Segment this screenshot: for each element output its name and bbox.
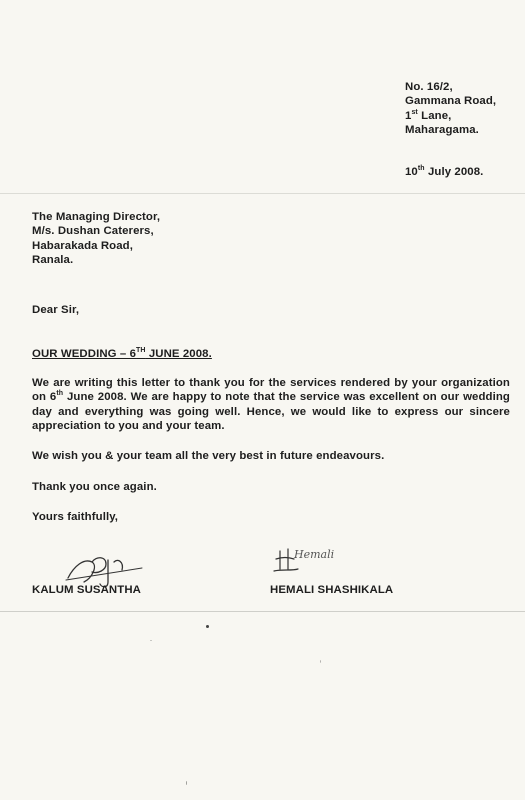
address-line: No. 16/2,: [405, 81, 453, 93]
paper-fold-line: [0, 611, 525, 612]
paper-speck: [186, 781, 187, 785]
recipient-address: [32, 210, 160, 268]
letter-date: 10th July 2008.: [405, 165, 484, 178]
recipient-line: Habarakada Road,: [32, 239, 133, 252]
paper-speck: [150, 640, 152, 641]
body-paragraph-2: We wish you & your team all the very best in future endeavours.: [32, 450, 385, 462]
paper-speck: [320, 660, 321, 663]
body-paragraph-1: We are writing this letter to thank you for the services rendered by your organization on 6th June 2008. We are happy to note that the service was excellent on our wedding day and everything was going well. Hence, we would like to express our sincere appreciation to you and your team.: [32, 377, 510, 433]
signatory-name-2: HEMALI SHASHIKALA: [270, 584, 394, 596]
paper-speck: [206, 625, 209, 628]
address-line: Maharagama.: [405, 124, 479, 137]
paper-fold-line: [0, 193, 525, 194]
signatory-name-1: KALUM SUSANTHA: [32, 584, 141, 596]
closing: Yours faithfully,: [32, 511, 119, 523]
address-line: Gammana Road,: [405, 95, 497, 108]
subject-line: OUR WEDDING – 6TH JUNE 2008.: [32, 347, 212, 360]
signature-hemali: [272, 545, 352, 579]
recipient-line: Ranala.: [32, 254, 74, 267]
body-paragraph-3: Thank you once again.: [32, 481, 157, 493]
sender-address: [405, 80, 496, 138]
recipient-line: M/s. Dushan Caterers,: [32, 225, 154, 238]
address-line: 1st Lane,: [405, 109, 452, 122]
salutation: Dear Sir,: [32, 304, 80, 316]
recipient-line: The Managing Director,: [32, 211, 161, 223]
signature-script: Hemali: [294, 548, 335, 561]
